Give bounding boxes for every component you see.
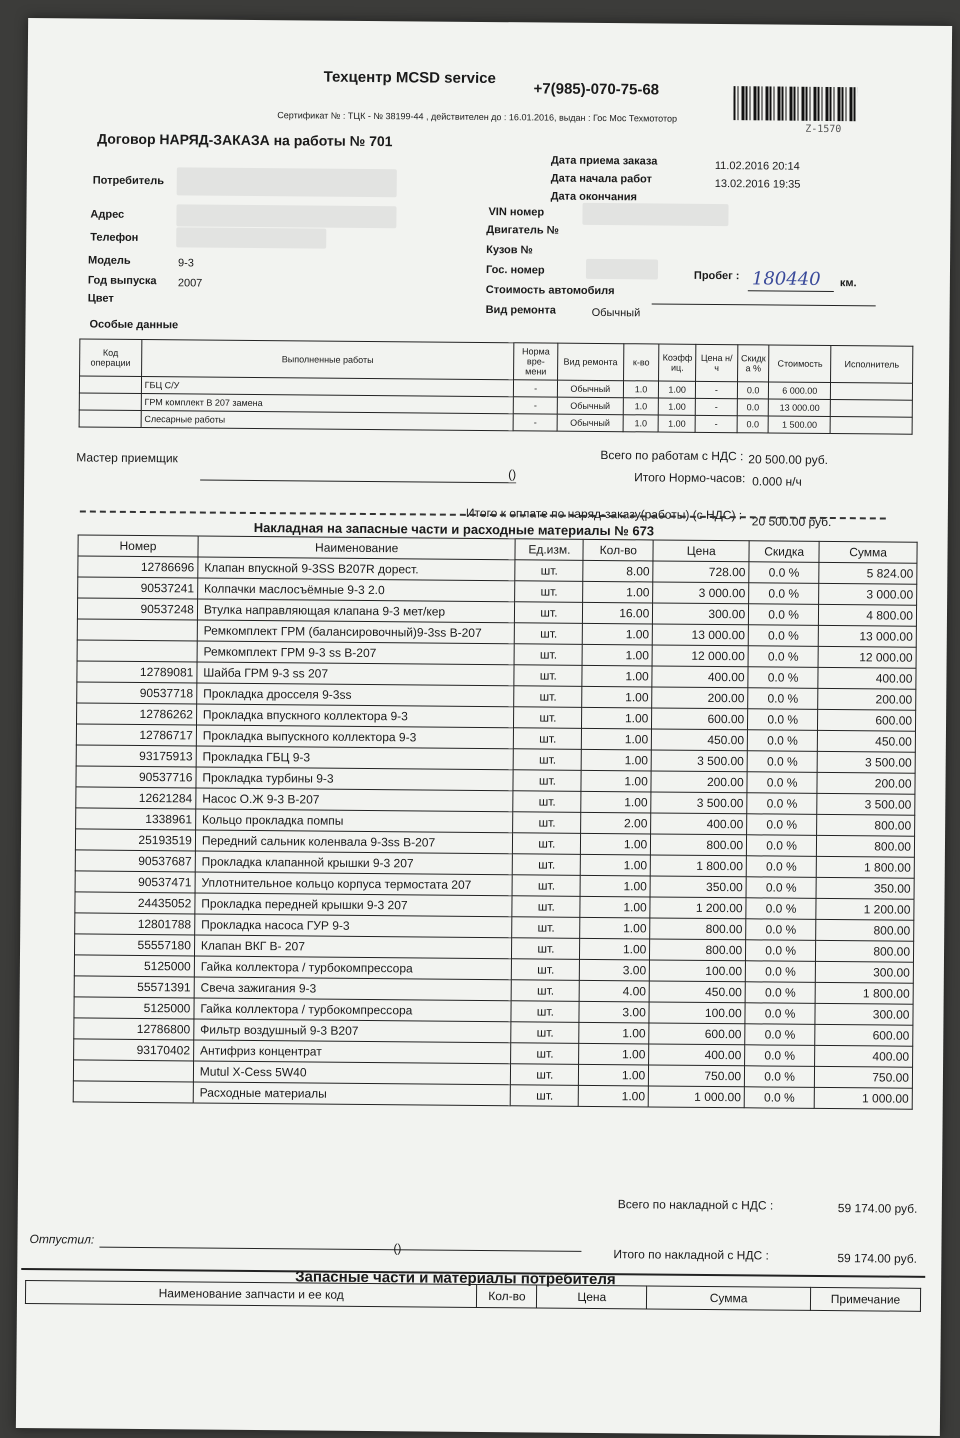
parts-cell-price: 800.00: [650, 939, 746, 961]
customer-parts-header: Цена: [537, 1285, 647, 1309]
parts-cell-name: Кольцо прокладка помпы: [195, 809, 513, 833]
parts-cell-sum: 4 800.00: [818, 604, 916, 626]
parts-header: Номер: [78, 535, 198, 557]
parts-cell-disc: 0.0 %: [746, 898, 816, 920]
works-header: Исполнитель: [831, 346, 913, 384]
mileage-underline: [748, 290, 834, 292]
works-cell-type: Обычный: [557, 414, 623, 432]
customer-parts-table: [25, 1280, 921, 1312]
parts-cell-qty: 1.00: [582, 728, 652, 750]
parts-cell-unit: шт.: [514, 665, 582, 687]
parts-cell-name: Прокладка впускного коллектора 9-3: [196, 704, 514, 728]
parts-header: Сумма: [819, 541, 917, 563]
works-table: [79, 338, 914, 434]
parts-cell-qty: 1.00: [582, 707, 652, 729]
parts-cell-name: Уплотнительное кольцо корпуса термостата 207: [195, 872, 513, 896]
works-cell-type: Обычный: [557, 380, 623, 398]
parts-cell-price: 300.00: [653, 603, 749, 625]
redacted-consumer: [177, 167, 397, 197]
parts-cell-name: Mutul X-Cess 5W40: [193, 1061, 511, 1085]
year-value: 2007: [177, 277, 203, 290]
parts-cell-sum: 800.00: [817, 814, 915, 836]
parts-cell-unit: шт.: [512, 959, 580, 981]
parts-cell-num: 90537248: [77, 598, 197, 620]
parts-cell-num: [73, 1081, 193, 1103]
parts-cell-num: 90537687: [75, 850, 195, 872]
parts-cell-num: 12789081: [77, 661, 197, 683]
works-cell-norm: -: [513, 414, 557, 431]
works-cell-cost: 6 000.00: [769, 382, 831, 400]
parts-cell-unit: шт.: [513, 812, 581, 834]
parts-cell-qty: 1.00: [580, 938, 650, 960]
parts-cell-name: Клапан впускной 9-3SS B207R дорест.: [198, 557, 516, 581]
parts-cell-qty: 1.00: [583, 581, 653, 603]
parts-cell-sum: 1 000.00: [814, 1087, 912, 1109]
grand-total-value: 59 174.00 руб.: [837, 1251, 918, 1266]
redacted-plate: [586, 259, 658, 280]
parts-cell-unit: шт.: [515, 623, 583, 645]
parts-cell-price: 1 000.00: [648, 1086, 744, 1108]
parts-cell-price: 3 500.00: [651, 792, 747, 814]
parts-cell-name: Клапан ВКГ B- 207: [194, 935, 512, 959]
works-cell-name: Слесарные работы: [141, 410, 514, 430]
customer-parts-header: Наименование запчасти и ее код: [25, 1281, 477, 1308]
works-cell-qty: 1.0: [623, 398, 659, 415]
customer-parts-header: Примечание: [810, 1287, 920, 1311]
parts-cell-qty: 1.00: [581, 791, 651, 813]
works-cell-norm: -: [514, 380, 558, 397]
parts-cell-name: Шайба ГРМ 9-3 ss 207: [197, 662, 515, 686]
parts-cell-disc: 0.0 %: [749, 583, 819, 605]
parts-header: Ед.изм.: [515, 539, 583, 561]
works-cell-disc: 0.0: [737, 382, 769, 399]
parts-cell-name: Прокладка выпускного коллектора 9-3: [196, 725, 514, 749]
parts-cell-unit: шт.: [511, 1043, 579, 1065]
parts-cell-sum: 600.00: [815, 1024, 913, 1046]
parts-cell-unit: шт.: [512, 917, 580, 939]
parts-cell-price: 750.00: [649, 1065, 745, 1087]
works-cell-exec: [831, 383, 913, 401]
parts-cell-sum: 3 000.00: [819, 583, 917, 605]
model-value: 9-3: [177, 257, 194, 270]
works-header: к-во: [623, 344, 659, 381]
parts-cell-sum: 800.00: [816, 835, 914, 857]
parts-cell-price: 728.00: [653, 561, 749, 583]
works-cell-coef: 1.00: [659, 381, 696, 398]
certificate-line: Сертификат № : ТЦК - № 38199-44 , действителен до : 16.01.2016, выдан : Гос Мос Техмототор: [277, 110, 678, 124]
car-cost-label: Стоимость автомобиля: [485, 283, 615, 298]
parts-cell-disc: 0.0 %: [748, 709, 818, 731]
parts-cell-unit: шт.: [514, 644, 582, 666]
parts-cell-qty: 2.00: [581, 812, 651, 834]
car-cost-line: [652, 303, 876, 306]
parts-cell-disc: 0.0 %: [745, 1024, 815, 1046]
parts-cell-name: Прокладка передней крышки 9-3 207: [195, 893, 513, 917]
parts-cell-unit: шт.: [513, 854, 581, 876]
works-header: Цена н/ч: [696, 344, 738, 381]
parts-cell-unit: шт.: [512, 896, 580, 918]
works-cell-price: -: [695, 381, 737, 398]
parts-cell-num: 12786800: [74, 1018, 194, 1040]
parts-cell-sum: 400.00: [815, 1045, 913, 1067]
parts-cell-qty: 16.00: [583, 602, 653, 624]
master-signature-line: [200, 480, 516, 484]
redacted-address: [176, 204, 396, 228]
document-sheet: [16, 18, 952, 1436]
works-header: Скидк а %: [737, 345, 769, 382]
redacted-vin: [582, 203, 728, 226]
parts-cell-num: 12801788: [75, 913, 195, 935]
parts-cell-unit: шт.: [511, 1001, 579, 1023]
parts-header: Скидка: [749, 541, 819, 563]
parts-cell-price: 3 500.00: [651, 750, 747, 772]
parts-cell-sum: 200.00: [818, 688, 916, 710]
parts-cell-num: 12786717: [76, 724, 196, 746]
parts-cell-price: 600.00: [652, 708, 748, 730]
works-cell-code: [79, 376, 141, 394]
parts-title: Накладная на запасные части и расходные материалы № 673: [253, 519, 655, 539]
parts-header: Цена: [653, 540, 749, 562]
parts-cell-disc: 0.0 %: [746, 856, 816, 878]
year-label: Год выпуска: [87, 274, 157, 288]
hours-value: 0.000 н/ч: [752, 474, 802, 489]
works-cell-price: -: [695, 398, 737, 415]
parts-cell-disc: 0.0 %: [745, 961, 815, 983]
parts-cell-num: 90537471: [75, 871, 195, 893]
date-end-label: Дата окончания: [550, 190, 637, 204]
parts-cell-disc: 0.0 %: [748, 667, 818, 689]
parts-cell-disc: 0.0 %: [747, 814, 817, 836]
parts-cell-num: [77, 640, 197, 662]
date-received-value: 11.02.2016 20:14: [714, 159, 800, 173]
works-cell-coef: 1.00: [659, 398, 696, 415]
parts-cell-name: Прокладка дросселя 9-3ss: [197, 683, 515, 707]
parts-cell-price: 1 800.00: [650, 855, 746, 877]
parts-cell-num: 90537718: [77, 682, 197, 704]
parts-cell-name: Прокладка ГБЦ 9-3: [196, 746, 514, 770]
parts-cell-name: Расходные материалы: [193, 1082, 511, 1106]
master-paren: (): [508, 467, 517, 482]
parts-total-label: Всего по накладной с НДС :: [617, 1197, 774, 1213]
parts-cell-disc: 0.0 %: [747, 793, 817, 815]
parts-cell-sum: 800.00: [816, 940, 914, 962]
parts-cell-price: 800.00: [651, 834, 747, 856]
works-cell-norm: -: [513, 397, 557, 414]
parts-cell-price: 12 000.00: [652, 645, 748, 667]
parts-cell-qty: 1.00: [581, 749, 651, 771]
parts-cell-num: [73, 1060, 193, 1082]
parts-cell-price: 100.00: [649, 1002, 745, 1024]
parts-cell-sum: 750.00: [814, 1066, 912, 1088]
parts-cell-disc: 0.0 %: [745, 1045, 815, 1067]
hours-label: Итого Нормо-часов:: [634, 470, 746, 486]
repair-type-value: Обычный: [591, 306, 641, 320]
parts-cell-qty: 1.00: [580, 917, 650, 939]
color-label: Цвет: [87, 292, 114, 305]
parts-cell-unit: шт.: [513, 791, 581, 813]
parts-cell-unit: шт.: [511, 1022, 579, 1044]
works-cell-exec: [831, 400, 913, 418]
parts-cell-disc: 0.0 %: [745, 982, 815, 1004]
parts-cell-unit: шт.: [512, 875, 580, 897]
works-cell-cost: 13 000.00: [769, 399, 831, 417]
parts-cell-sum: 12 000.00: [818, 646, 916, 668]
parts-cell-name: Гайка коллектора / турбокомпрессора: [194, 998, 512, 1022]
parts-cell-unit: шт.: [514, 728, 582, 750]
barcode-code: Z-1570: [805, 123, 842, 136]
works-cell-coef: 1.00: [659, 415, 696, 432]
parts-cell-sum: 13 000.00: [818, 625, 916, 647]
parts-cell-name: Прокладка турбины 9-3: [196, 767, 514, 791]
works-cell-type: Обычный: [557, 397, 623, 415]
parts-cell-disc: 0.0 %: [745, 1003, 815, 1025]
parts-cell-qty: 1.00: [579, 1022, 649, 1044]
parts-cell-sum: 300.00: [815, 961, 913, 983]
parts-cell-price: 600.00: [649, 1023, 745, 1045]
parts-cell-name: Насос О.Ж 9-3 B-207: [196, 788, 514, 812]
parts-cell-num: 25193519: [75, 829, 195, 851]
parts-cell-price: 200.00: [652, 687, 748, 709]
parts-cell-unit: шт.: [511, 1085, 579, 1107]
parts-cell-disc: 0.0 %: [744, 1087, 814, 1109]
parts-header: Наименование: [198, 536, 516, 560]
works-header: Код операции: [80, 339, 142, 377]
parts-cell-unit: шт.: [511, 1064, 579, 1086]
parts-cell-unit: шт.: [513, 833, 581, 855]
works-cell-qty: 1.0: [623, 381, 659, 398]
parts-cell-disc: 0.0 %: [746, 919, 816, 941]
parts-cell-price: 450.00: [652, 729, 748, 751]
parts-cell-name: Передний сальник коленвала 9-3ss B-207: [195, 830, 513, 854]
parts-cell-unit: шт.: [514, 686, 582, 708]
grand-total-label: Итого по накладной с НДС :: [613, 1247, 769, 1263]
works-total-label: Всего по работам с НДС :: [600, 448, 744, 464]
phone-label: Телефон: [90, 231, 139, 244]
works-cell-disc: 0.0: [737, 399, 769, 416]
parts-cell-name: Прокладка клапанной крышки 9-3 207: [195, 851, 513, 875]
company-name: Техцентр MCSD service: [323, 68, 496, 88]
parts-cell-sum: 1 200.00: [816, 898, 914, 920]
parts-cell-num: 5125000: [74, 955, 194, 977]
plate-label: Гос. номер: [485, 264, 545, 277]
parts-cell-qty: 3.00: [580, 959, 650, 981]
parts-cell-unit: шт.: [512, 980, 580, 1002]
parts-cell-name: Втулка направляющая клапана 9-3 мет/кер: [197, 599, 515, 623]
pay-total-value: 20 500.00 руб.: [751, 514, 832, 530]
works-cell-code: [79, 393, 141, 411]
parts-cell-disc: 0.0 %: [747, 772, 817, 794]
works-cell-name: ГБЦ С/У: [141, 376, 514, 396]
parts-cell-disc: 0.0 %: [748, 688, 818, 710]
parts-total-value: 59 174.00 руб.: [837, 1201, 918, 1216]
parts-cell-num: 93170402: [74, 1039, 194, 1061]
parts-cell-qty: 1.00: [579, 1043, 649, 1065]
parts-cell-qty: 8.00: [583, 560, 653, 582]
parts-cell-qty: 1.00: [582, 686, 652, 708]
model-label: Модель: [88, 254, 131, 267]
parts-cell-sum: 350.00: [816, 877, 914, 899]
parts-cell-disc: 0.0 %: [749, 604, 819, 626]
parts-cell-num: 90537716: [76, 766, 196, 788]
parts-cell-qty: 1.00: [583, 623, 653, 645]
vin-label: VIN номер: [488, 206, 545, 219]
parts-cell-price: 400.00: [649, 1044, 745, 1066]
parts-table: [73, 534, 918, 1109]
parts-cell-price: 200.00: [651, 771, 747, 793]
pay-total-label: Итого к оплате по наряд-заказу(работы) (с НДС) :: [465, 505, 743, 523]
parts-cell-num: 12786696: [78, 556, 198, 578]
parts-cell-disc: 0.0 %: [747, 751, 817, 773]
parts-cell-unit: шт.: [515, 602, 583, 624]
mileage-label: Пробег :: [693, 269, 740, 283]
customer-parts-header-row: [25, 1281, 920, 1312]
parts-cell-sum: 600.00: [818, 709, 916, 731]
master-label: Мастер приемщик: [76, 450, 178, 466]
parts-cell-price: 450.00: [649, 981, 745, 1003]
mileage-handwritten: 180440: [751, 268, 821, 290]
customer-parts-header: Кол-во: [477, 1284, 537, 1308]
parts-cell-price: 400.00: [651, 813, 747, 835]
works-header: Стоимость: [769, 345, 831, 383]
barcode: [733, 86, 857, 121]
released-paren: (): [393, 1241, 402, 1256]
date-received-label: Дата приема заказа: [550, 154, 658, 168]
special-label: Особые данные: [89, 318, 179, 332]
parts-cell-num: 1338961: [76, 808, 196, 830]
date-start-value: 13.02.2016 19:35: [714, 177, 801, 191]
parts-cell-qty: 1.00: [581, 833, 651, 855]
parts-cell-num: [77, 619, 197, 641]
parts-cell-price: 3 000.00: [653, 582, 749, 604]
parts-cell-sum: 1 800.00: [815, 982, 913, 1004]
released-signature-line: [99, 1247, 581, 1252]
parts-cell-name: Ремкомплект ГРМ 9-3 ss B-207: [197, 641, 515, 665]
works-cell-qty: 1.0: [623, 415, 659, 432]
parts-cell-qty: 1.00: [581, 854, 651, 876]
parts-cell-disc: 0.0 %: [748, 646, 818, 668]
redacted-phone: [176, 227, 326, 248]
customer-parts-title: Запасные части и материалы потребителя: [295, 1268, 616, 1289]
works-cell-code: [79, 410, 141, 428]
works-header: Коэфф иц.: [659, 344, 696, 381]
parts-cell-qty: 3.00: [579, 1001, 649, 1023]
parts-cell-qty: 1.00: [579, 1064, 649, 1086]
parts-cell-sum: 5 824.00: [819, 562, 917, 584]
date-start-label: Дата начала работ: [550, 172, 652, 186]
body-label: Кузов №: [486, 244, 533, 257]
parts-cell-name: Гайка коллектора / турбокомпрессора: [194, 956, 512, 980]
works-cell-disc: 0.0: [737, 416, 769, 433]
parts-cell-price: 400.00: [652, 666, 748, 688]
parts-cell-num: 24435052: [75, 892, 195, 914]
parts-cell-unit: шт.: [514, 749, 582, 771]
parts-cell-qty: 1.00: [581, 770, 651, 792]
parts-cell-price: 13 000.00: [653, 624, 749, 646]
parts-cell-num: 55571391: [74, 976, 194, 998]
parts-cell-name: Фильтр воздушный 9-3 B207: [194, 1019, 512, 1043]
parts-cell-sum: 450.00: [817, 730, 915, 752]
engine-label: Двигатель №: [486, 224, 560, 237]
parts-cell-qty: 1.00: [580, 896, 650, 918]
parts-cell-num: 12786262: [77, 703, 197, 725]
parts-cell-name: Антифриз концентрат: [193, 1040, 511, 1064]
works-cell-cost: 1 500.00: [769, 416, 831, 434]
parts-cell-disc: 0.0 %: [748, 625, 818, 647]
parts-cell-name: Ремкомплект ГРМ (балансировочный)9-3ss B-207: [197, 620, 515, 644]
works-header: Норма вре-мени: [514, 343, 558, 380]
parts-cell-unit: шт.: [515, 560, 583, 582]
parts-cell-price: 1 200.00: [650, 897, 746, 919]
parts-cell-disc: 0.0 %: [746, 940, 816, 962]
parts-cell-qty: 1.00: [582, 644, 652, 666]
parts-cell-price: 350.00: [650, 876, 746, 898]
parts-cell-num: 12621284: [76, 787, 196, 809]
works-cell-exec: [830, 417, 912, 435]
parts-cell-sum: 200.00: [817, 772, 915, 794]
parts-cell-num: 5125000: [74, 997, 194, 1019]
parts-cell-qty: 1.00: [580, 875, 650, 897]
works-total-value: 20 500.00 руб.: [748, 452, 829, 467]
parts-cell-sum: 3 500.00: [817, 751, 915, 773]
parts-cell-sum: 800.00: [816, 919, 914, 941]
parts-cell-num: 90537241: [78, 577, 198, 599]
repair-type-label: Вид ремонта: [485, 303, 556, 317]
parts-cell-sum: 1 800.00: [816, 856, 914, 878]
address-label: Адрес: [90, 208, 125, 221]
parts-cell-unit: шт.: [512, 938, 580, 960]
parts-cell-name: Колпачки маслосъёмные 9-3 2.0: [197, 578, 515, 602]
parts-cell-disc: 0.0 %: [747, 835, 817, 857]
mileage-unit: км.: [839, 277, 857, 290]
parts-cell-sum: 300.00: [815, 1003, 913, 1025]
parts-cell-sum: 3 500.00: [817, 793, 915, 815]
parts-cell-unit: шт.: [515, 581, 583, 603]
parts-cell-qty: 1.00: [579, 1085, 649, 1107]
parts-cell-unit: шт.: [514, 707, 582, 729]
customer-parts-header: Сумма: [647, 1286, 811, 1310]
parts-cell-num: 55557180: [74, 934, 194, 956]
parts-cell-price: 100.00: [650, 960, 746, 982]
released-label: Отпустил:: [29, 1232, 95, 1247]
company-phone: +7(985)-070-75-68: [533, 80, 660, 99]
parts-cell-disc: 0.0 %: [747, 730, 817, 752]
works-header: Выполненные работы: [141, 339, 514, 379]
parts-cell-qty: 4.00: [579, 980, 649, 1002]
parts-cell-unit: шт.: [513, 770, 581, 792]
contract-title: Договор НАРЯД-ЗАКАЗА на работы № 701: [97, 130, 393, 150]
parts-cell-name: Прокладка насоса ГУР 9-3: [195, 914, 513, 938]
parts-cell-disc: 0.0 %: [745, 1066, 815, 1088]
parts-cell-disc: 0.0 %: [746, 877, 816, 899]
parts-cell-qty: 1.00: [582, 665, 652, 687]
parts-header: Кол-во: [583, 539, 653, 561]
parts-cell-name: Свеча зажигания 9-3: [194, 977, 512, 1001]
works-cell-price: -: [695, 415, 737, 432]
works-cell-name: ГРМ комплект В 207 замена: [141, 393, 514, 413]
parts-cell-num: 93175913: [76, 745, 196, 767]
parts-cell-sum: 400.00: [818, 667, 916, 689]
parts-cell-disc: 0.0 %: [749, 562, 819, 584]
parts-cell-price: 800.00: [650, 918, 746, 940]
works-header: Вид ремонта: [558, 343, 624, 381]
consumer-label: Потребитель: [92, 174, 165, 188]
